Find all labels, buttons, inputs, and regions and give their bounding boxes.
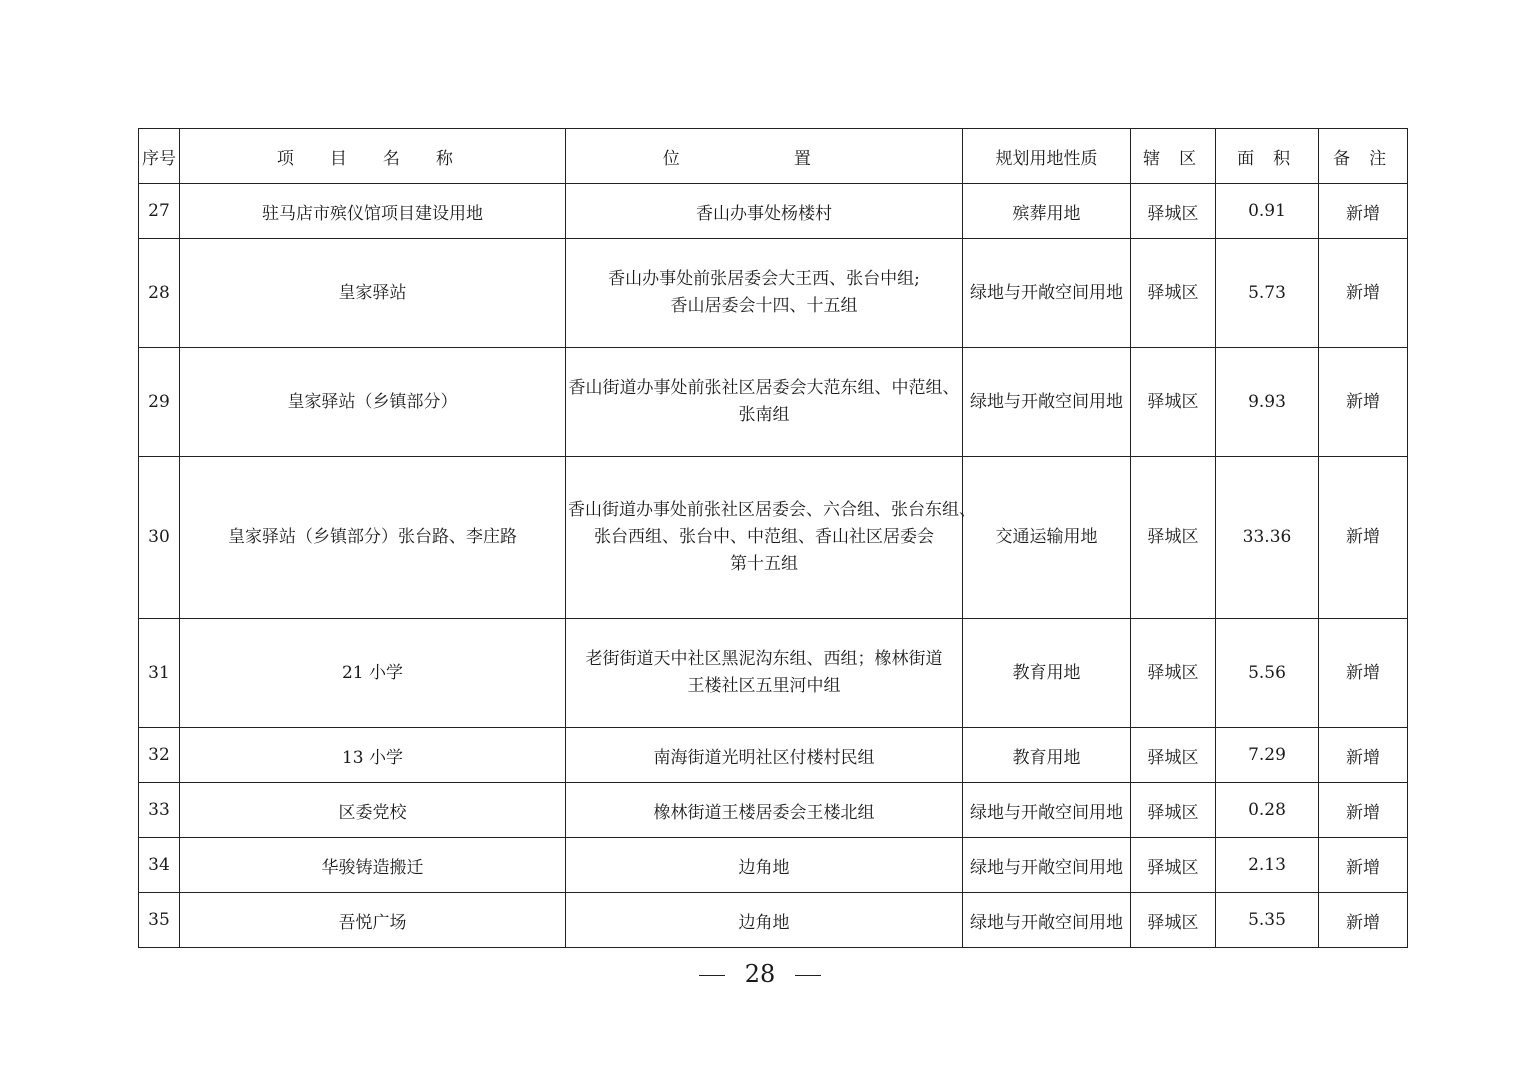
cell-location <box>566 619 963 728</box>
location-line: 橡林街道王楼居委会王楼北组 <box>653 802 875 823</box>
cell-location <box>566 838 963 893</box>
cell-land-use: 交通运输用地 <box>963 457 1131 619</box>
cell-district: 驿城区 <box>1131 184 1216 239</box>
cell-name: 华骏铸造搬迁 <box>180 838 566 893</box>
cell-district: 驿城区 <box>1131 783 1216 838</box>
cell-remark: 新增 <box>1319 783 1408 838</box>
location-line: 香山办事处前张居委会大王西、张台中组; <box>608 269 920 289</box>
cell-remark: 新增 <box>1319 893 1408 948</box>
cell-remark: 新增 <box>1319 619 1408 728</box>
location-line: 张台西组、张台中、中范组、香山社区居委会 <box>594 527 934 547</box>
cell-seq: 33 <box>139 783 180 838</box>
header-location: 位 置 <box>566 129 963 184</box>
cell-district: 驿城区 <box>1131 838 1216 893</box>
cell-location <box>566 184 963 239</box>
cell-land-use: 绿地与开敞空间用地 <box>963 239 1131 348</box>
cell-land-use: 教育用地 <box>963 728 1131 783</box>
cell-area: 5.35 <box>1216 893 1319 948</box>
location-line: 边角地 <box>738 857 790 878</box>
header-district: 辖 区 <box>1131 129 1216 184</box>
cell-seq: 34 <box>139 838 180 893</box>
location-line: 老街街道天中社区黑泥沟东组、西组；橡林街道 <box>585 649 943 669</box>
cell-name: 皇家驿站 <box>180 239 566 348</box>
cell-seq: 27 <box>139 184 180 239</box>
cell-location <box>566 239 963 348</box>
location-line: 王楼社区五里河中组 <box>687 676 841 696</box>
footer-dash-left <box>699 975 725 976</box>
cell-seq: 31 <box>139 619 180 728</box>
cell-name: 吾悦广场 <box>180 893 566 948</box>
header-name: 项 目 名 称 <box>180 129 566 184</box>
cell-remark: 新增 <box>1319 838 1408 893</box>
cell-location <box>566 728 963 783</box>
cell-area: 33.36 <box>1216 457 1319 619</box>
cell-land-use: 绿地与开敞空间用地 <box>963 838 1131 893</box>
footer-dash-right <box>795 975 821 976</box>
cell-name: 21 小学 <box>180 619 566 728</box>
table-row <box>139 893 1408 948</box>
cell-remark: 新增 <box>1319 348 1408 457</box>
location-line: 边角地 <box>738 912 790 933</box>
cell-area: 0.91 <box>1216 184 1319 239</box>
table-row <box>139 184 1408 239</box>
cell-location <box>566 348 963 457</box>
page-number: 28 <box>744 960 776 988</box>
cell-seq: 28 <box>139 239 180 348</box>
cell-seq: 30 <box>139 457 180 619</box>
cell-area: 2.13 <box>1216 838 1319 893</box>
cell-location <box>566 893 963 948</box>
land-use-table <box>138 128 1408 948</box>
table-row <box>139 838 1408 893</box>
cell-land-use: 教育用地 <box>963 619 1131 728</box>
location-line: 香山办事处杨楼村 <box>696 203 832 224</box>
cell-seq: 29 <box>139 348 180 457</box>
location-line: 香山街道办事处前张社区居委会、六合组、张台东组、 <box>568 500 976 520</box>
cell-district: 驿城区 <box>1131 893 1216 948</box>
cell-area: 7.29 <box>1216 728 1319 783</box>
location-line: 香山街道办事处前张社区居委会大范东组、中范组、 <box>568 378 960 398</box>
header-area: 面 积 <box>1216 129 1319 184</box>
cell-area: 0.28 <box>1216 783 1319 838</box>
cell-land-use: 绿地与开敞空间用地 <box>963 783 1131 838</box>
cell-district: 驿城区 <box>1131 728 1216 783</box>
cell-location <box>566 457 976 619</box>
cell-land-use: 绿地与开敞空间用地 <box>963 893 1131 948</box>
cell-name: 区委党校 <box>180 783 566 838</box>
table-row <box>139 457 1408 619</box>
cell-seq: 35 <box>139 893 180 948</box>
cell-land-use: 绿地与开敞空间用地 <box>963 348 1131 457</box>
header-row <box>139 129 1408 184</box>
cell-remark: 新增 <box>1319 728 1408 783</box>
location-line: 张南组 <box>738 405 790 425</box>
cell-remark: 新增 <box>1319 239 1408 348</box>
table-row <box>139 348 1408 457</box>
cell-name: 驻马店市殡仪馆项目建设用地 <box>180 184 566 239</box>
cell-district: 驿城区 <box>1131 239 1216 348</box>
cell-name: 13 小学 <box>180 728 566 783</box>
location-line: 香山居委会十四、十五组 <box>670 296 858 316</box>
location-line: 南海街道光明社区付楼村民组 <box>653 747 875 768</box>
cell-name: 皇家驿站（乡镇部分）张台路、李庄路 <box>180 457 566 619</box>
table-row <box>139 783 1408 838</box>
cell-remark: 新增 <box>1319 184 1408 239</box>
table-row <box>139 239 1408 348</box>
cell-area: 5.73 <box>1216 239 1319 348</box>
cell-district: 驿城区 <box>1131 619 1216 728</box>
page-footer <box>0 960 1520 988</box>
cell-name: 皇家驿站（乡镇部分） <box>180 348 566 457</box>
location-line: 第十五组 <box>730 554 798 574</box>
cell-area: 5.56 <box>1216 619 1319 728</box>
cell-land-use: 殡葬用地 <box>963 184 1131 239</box>
header-remark: 备 注 <box>1319 129 1408 184</box>
cell-area: 9.93 <box>1216 348 1319 457</box>
cell-district: 驿城区 <box>1131 348 1216 457</box>
cell-location <box>566 783 963 838</box>
header-land-use: 规划用地性质 <box>963 129 1131 184</box>
cell-remark: 新增 <box>1319 457 1408 619</box>
table-row <box>139 728 1408 783</box>
cell-district: 驿城区 <box>1131 457 1216 619</box>
header-seq: 序号 <box>139 129 180 184</box>
cell-seq: 32 <box>139 728 180 783</box>
table-row <box>139 619 1408 728</box>
